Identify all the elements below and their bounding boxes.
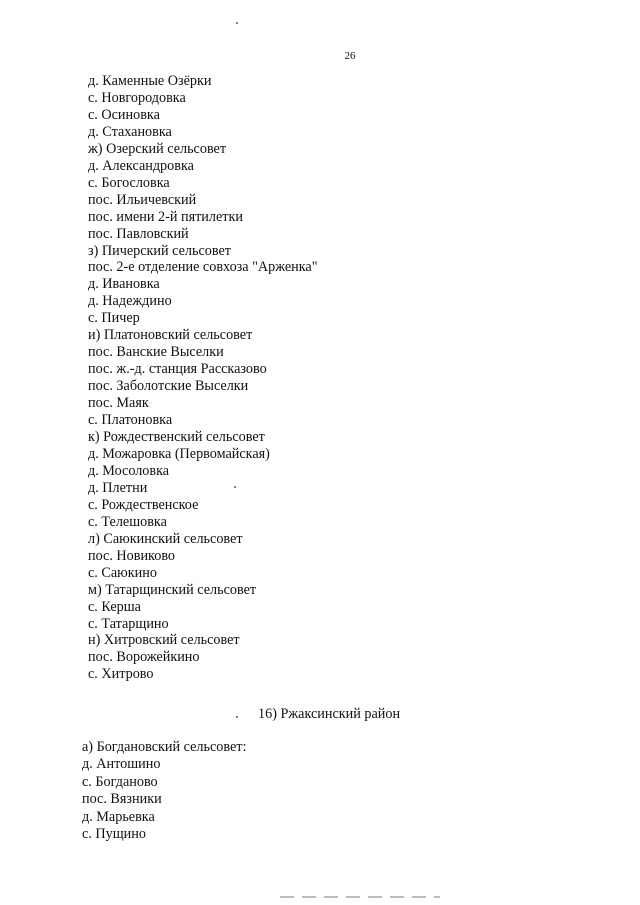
list-item: с. Телешовка	[88, 513, 167, 530]
section-title: 16) Ржаксинский район	[258, 706, 401, 722]
list-item: пос. имени 2-й пятилетки	[88, 208, 243, 225]
list-item: пос. Ванские Выселки	[88, 344, 224, 361]
list-item: с. Осиновка	[88, 106, 160, 123]
list-item: м) Татарщинский сельсовет	[88, 581, 257, 598]
list-item: пос. Ворожейкино	[88, 649, 200, 666]
list-item: д. Мосоловка	[88, 462, 170, 479]
list-item: пос. ж.-д. станция Рассказово	[88, 361, 267, 378]
list-item: и) Платоновский сельсовет	[88, 327, 253, 344]
list-item: с. Богословка	[88, 174, 170, 191]
list-item: пос. Ильичевский	[88, 191, 197, 208]
list-item: д. Александровка	[88, 157, 194, 174]
list-item: ж) Озерский сельсовет	[88, 140, 227, 157]
list-item: н) Хитровский сельсовет	[88, 632, 240, 649]
list-item: д. Ивановка	[88, 276, 160, 293]
list-item: д. Каменные Озёрки	[88, 73, 212, 89]
list-item: с. Новгородовка	[88, 89, 186, 106]
list-item: с. Платоновка	[88, 412, 173, 429]
list-item: л) Саюкинский сельсовет	[88, 530, 243, 547]
list-item: с. Саюкино	[88, 564, 157, 581]
list-item: пос. Вязники	[82, 791, 162, 808]
list-item: с. Татарщино	[88, 615, 169, 632]
list-item: д. Стахановка	[88, 123, 172, 140]
list-item: с. Богданово	[82, 773, 158, 790]
section-settlement-list	[82, 739, 246, 843]
list-item: пос. Павловский	[88, 225, 189, 242]
settlement-list	[88, 73, 318, 683]
list-item: д. Можаровка (Первомайская)	[88, 445, 270, 462]
scan-noise	[280, 896, 440, 898]
list-item: с. Керша	[88, 598, 141, 615]
list-item: д. Антошино	[82, 756, 161, 773]
scan-speck	[234, 486, 236, 488]
list-item: с. Пущино	[82, 826, 146, 843]
list-item: д. Надеждино	[88, 293, 172, 310]
list-item: пос. Новиково	[88, 547, 176, 564]
list-item: з) Пичерский сельсовет	[88, 242, 231, 259]
list-item: с. Пичер	[88, 310, 140, 327]
list-item: пос. Маяк	[88, 395, 149, 412]
list-item: с. Хитрово	[88, 666, 154, 683]
list-item: д. Марьевка	[82, 808, 155, 825]
list-item: к) Рождественский сельсовет	[88, 429, 265, 446]
list-item: а) Богдановский сельсовет:	[82, 739, 247, 755]
page-number: 26	[344, 50, 356, 62]
list-item: д. Плетни	[88, 479, 148, 496]
list-item: пос. 2-е отделение совхоза "Арженка"	[88, 259, 318, 276]
scan-speck	[236, 716, 238, 718]
list-item: пос. Заболотские Выселки	[88, 378, 249, 395]
list-item: с. Рождественское	[88, 496, 199, 513]
scan-speck	[236, 22, 238, 24]
